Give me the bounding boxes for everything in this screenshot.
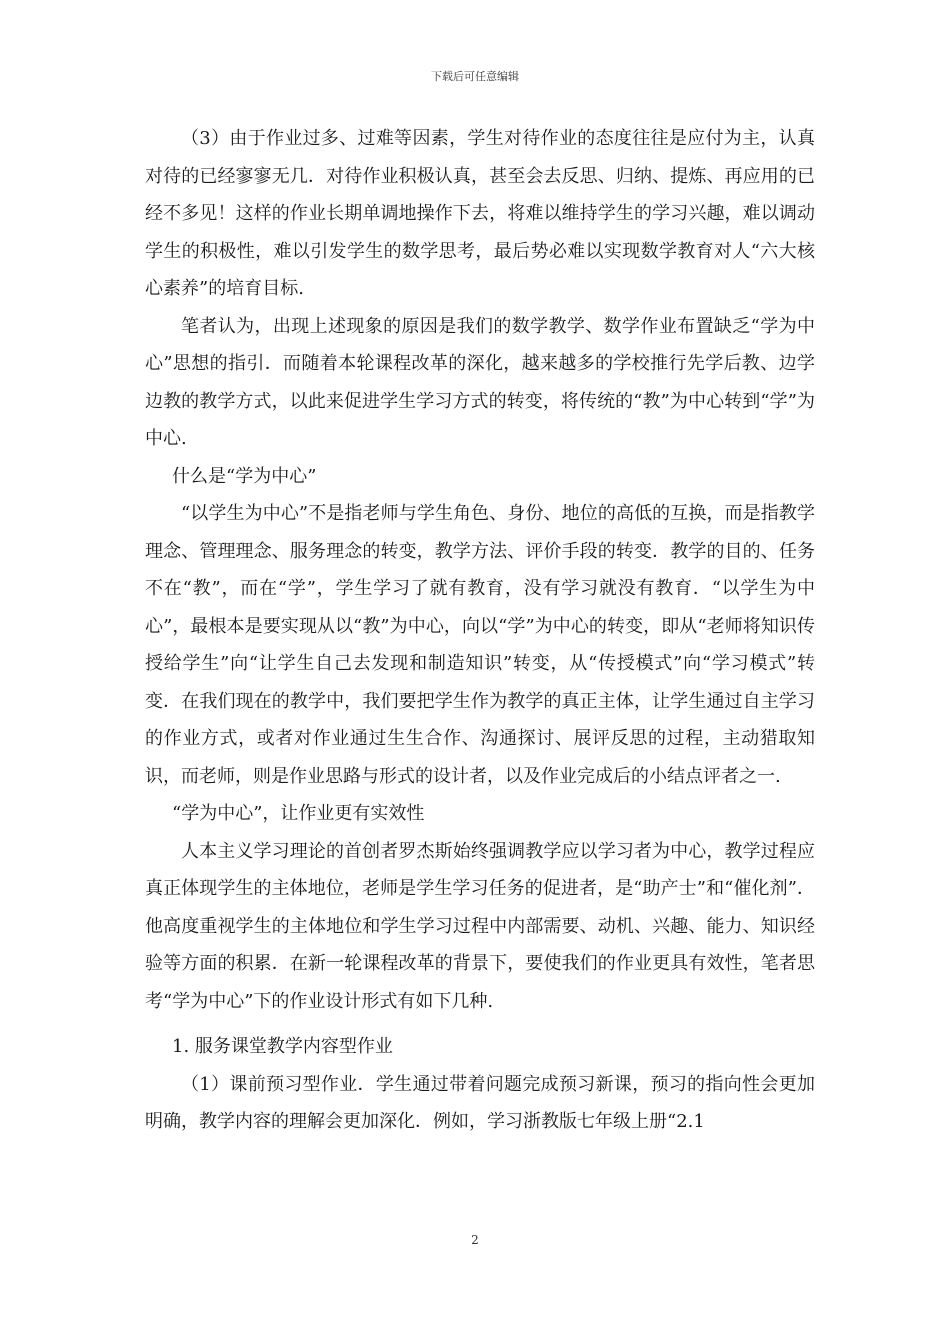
section-heading-effective-homework: “学为中心”，让作业更有实效性 xyxy=(172,803,425,824)
paragraph-rogers-theory: 人本主义学习理论的首创者罗杰斯始终强调教学应以学习者为中心，教学过程应真正体现学生的主体地位，老师是学生学习任务的促进者，是“助产士”和“催化剂”．他高度重视学生的主体地位和学生学习过程中内部需要、动机、兴趣、能力、知识经验等方面的积累．在新一轮课程改革的背景下，要使我们的作业更具有效性，笔者思考“学为中心”下的作业设计形式有如下几种. xyxy=(145,840,815,1012)
section-heading-what-is-learning-centered: 什么是“学为中心” xyxy=(172,465,317,487)
paragraph-preview-homework: （1）课前预习型作业．学生通过带着问题完成预习新课，预习的指向性会更加明确，教学内容的理解会更加深化．例如，学习浙教版七年级上册“2.1 xyxy=(145,1073,815,1132)
page-number: 2 xyxy=(471,1233,479,1247)
document-body xyxy=(145,120,815,1141)
page-header: 下载后可任意编辑 xyxy=(431,70,519,83)
section-heading-classroom-content-homework: 1. 服务课堂教学内容型作业 xyxy=(172,1036,393,1057)
paragraph-author-view: 笔者认为，出现上述现象的原因是我们的数学教学、数学作业布置缺乏“学为中心”思想的指引．而随着本轮课程改革的深化，越来越多的学校推行先学后教、边学边教的教学方式，以此来促进学生学习方式的转变，将传统的“教”为中心转到“学”为中心. xyxy=(145,315,815,449)
paragraph-student-centered-definition: “以学生为中心”不是指老师与学生角色、身份、地位的高低的互换，而是指教学理念、管理理念、服务理念的转变，教学方法、评价手段的转变．教学的目的、任务不在“教”，而在“学”，学生学习了就有教育，没有学习就没有教育．“以学生为中心”，最根本是要实现从以“教”为中心，向以“学”为中心的转变，即从“老师将知识传授给学生”向“让学生自己去发现和制造知识”转变，从“传授模式”向“学习模式”转变．在我们现在的教学中，我们要把学生作为教学的真正主体，让学生通过自主学习的作业方式，或者对作业通过生生合作、沟通探讨、展评反思的过程，主动猎取知识，而老师，则是作业思路与形式的设计者，以及作业完成后的小结点评者之一. xyxy=(145,503,815,787)
paragraph-homework-attitude: （3）由于作业过多、过难等因素，学生对待作业的态度往往是应付为主，认真对待的已经寥寥无几．对待作业积极认真，甚至会去反思、归纳、提炼、再应用的已经不多见！这样的作业长期单调地操作下去，将难以维持学生的学习兴趣，难以调动学生的积极性，难以引发学生的数学思考，最后势必难以实现数学教育对人“六大核心素养”的培育目标. xyxy=(145,128,815,299)
